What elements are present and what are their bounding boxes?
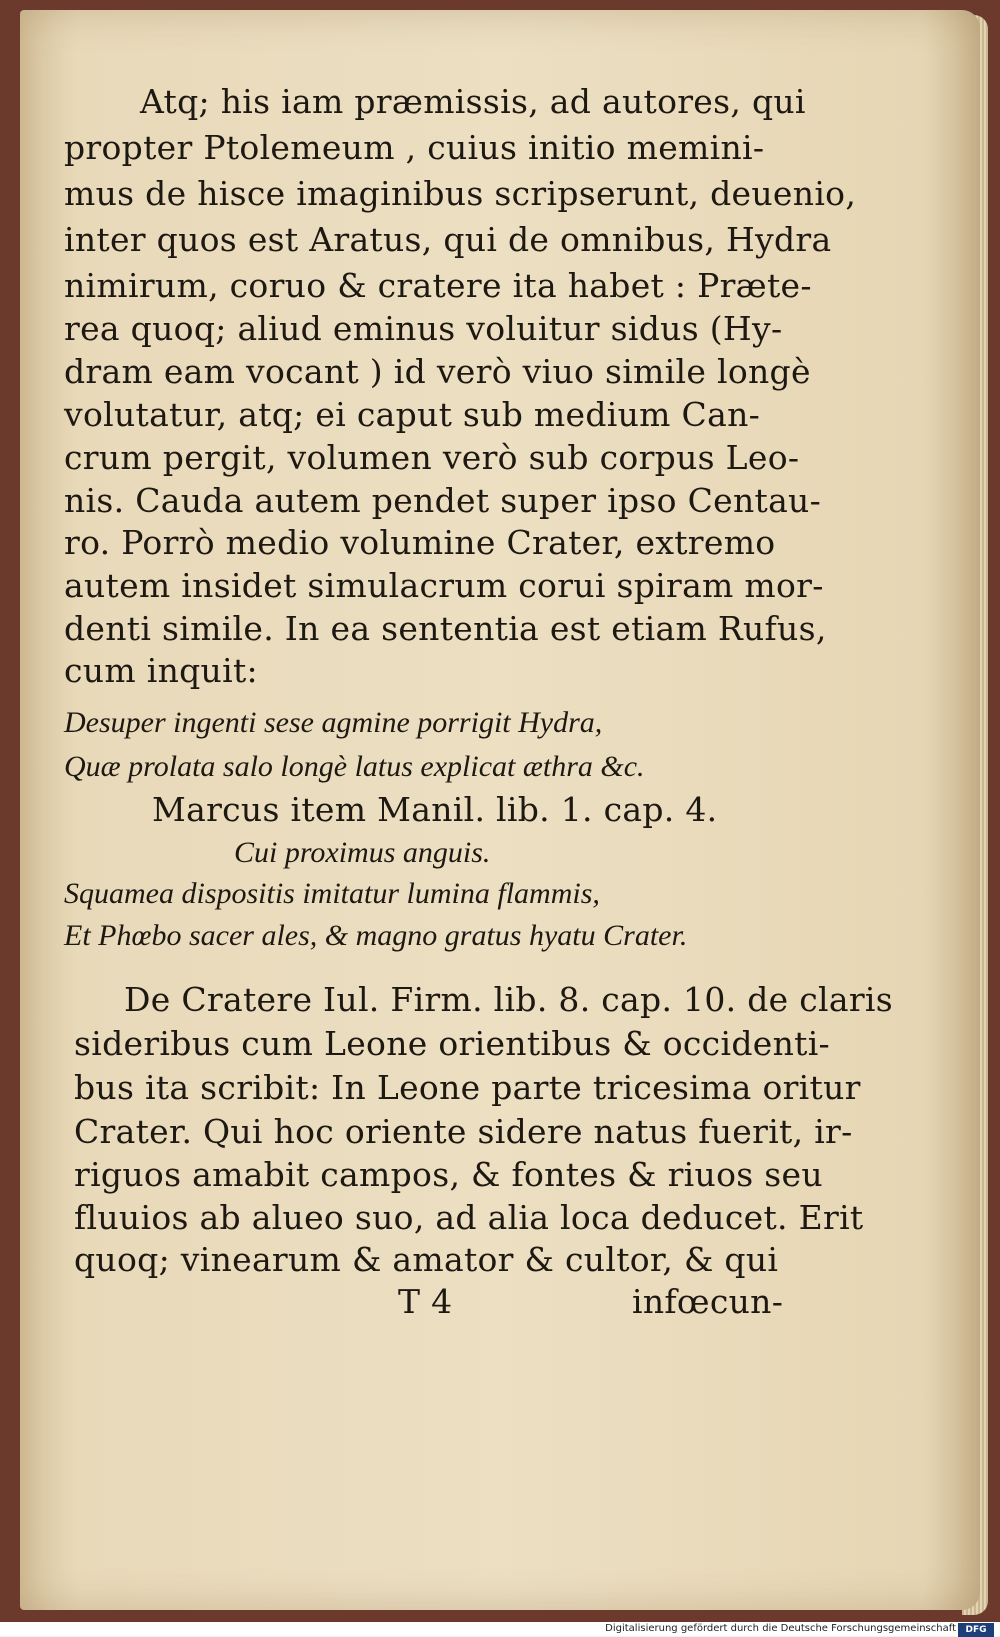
footer-bar: [0, 1622, 1000, 1636]
text-line: quoq; vinearum & amator & cultor, & qui: [74, 1240, 779, 1279]
text-line: rea quoq; aliud eminus voluitur sidus (Hy-: [64, 309, 783, 348]
text-line: nis. Cauda autem pendet super ipso Centau-: [64, 481, 822, 520]
verse-line: Et Phœbo sacer ales, & magno gratus hyatu Crater.: [64, 919, 688, 952]
text-line: sideribus cum Leone orientibus & occidenti-: [74, 1024, 830, 1063]
signature-mark: T 4: [398, 1282, 453, 1321]
text-line: fluuios ab alueo suo, ad alia loca deducet. Erit: [74, 1198, 864, 1237]
text-line: denti simile. In ea sententia est etiam Rufus,: [64, 609, 827, 648]
text-line: cum inquit:: [64, 651, 258, 690]
reference-line: Marcus item Manil. lib. 1. cap. 4.: [152, 790, 718, 829]
text-line: Crater. Qui hoc oriente sidere natus fuerit, ir-: [74, 1112, 853, 1151]
text-line: dram eam vocant ) id verò viuo simile longè: [64, 352, 811, 391]
text-line: ro. Porrò medio volumine Crater, extremo: [64, 523, 776, 562]
text-line: nimirum, coruo & cratere ita habet : Præte-: [64, 266, 812, 305]
text-line: De Cratere Iul. Firm. lib. 8. cap. 10. de claris: [124, 980, 894, 1019]
verse-line: Cui proximus anguis.: [234, 836, 491, 869]
text-line: mus de hisce imaginibus scripserunt, deuenio,: [64, 174, 857, 213]
text-line: Atq; his iam præmissis, ad autores, qui: [140, 82, 806, 121]
text-line: volutatur, atq; ei caput sub medium Can-: [64, 395, 761, 434]
verse-line: Quæ prolata salo longè latus explicat æthra &c.: [64, 750, 645, 783]
text-line: bus ita scribit: In Leone parte tricesima oritur: [74, 1068, 861, 1107]
footer-credit: Digitalisierung gefördert durch die Deutsche Forschungsgemeinschaft: [605, 1623, 956, 1634]
text-line: inter quos est Aratus, qui de omnibus, Hydra: [64, 220, 832, 259]
text-line: autem insidet simulacrum corui spiram mor-: [64, 566, 824, 605]
verse-line: Desuper ingenti sese agmine porrigit Hydra,: [64, 706, 603, 739]
text-line: riguos amabit campos, & fontes & riuos seu: [74, 1155, 823, 1194]
text-line: crum pergit, volumen verò sub corpus Leo-: [64, 438, 800, 477]
text-line: propter Ptolemeum , cuius initio memini-: [64, 128, 765, 167]
dfg-logo-icon: DFG: [958, 1623, 994, 1637]
verse-line: Squamea dispositis imitatur lumina flammis,: [64, 877, 600, 910]
catchword: infœcun-: [632, 1282, 784, 1321]
